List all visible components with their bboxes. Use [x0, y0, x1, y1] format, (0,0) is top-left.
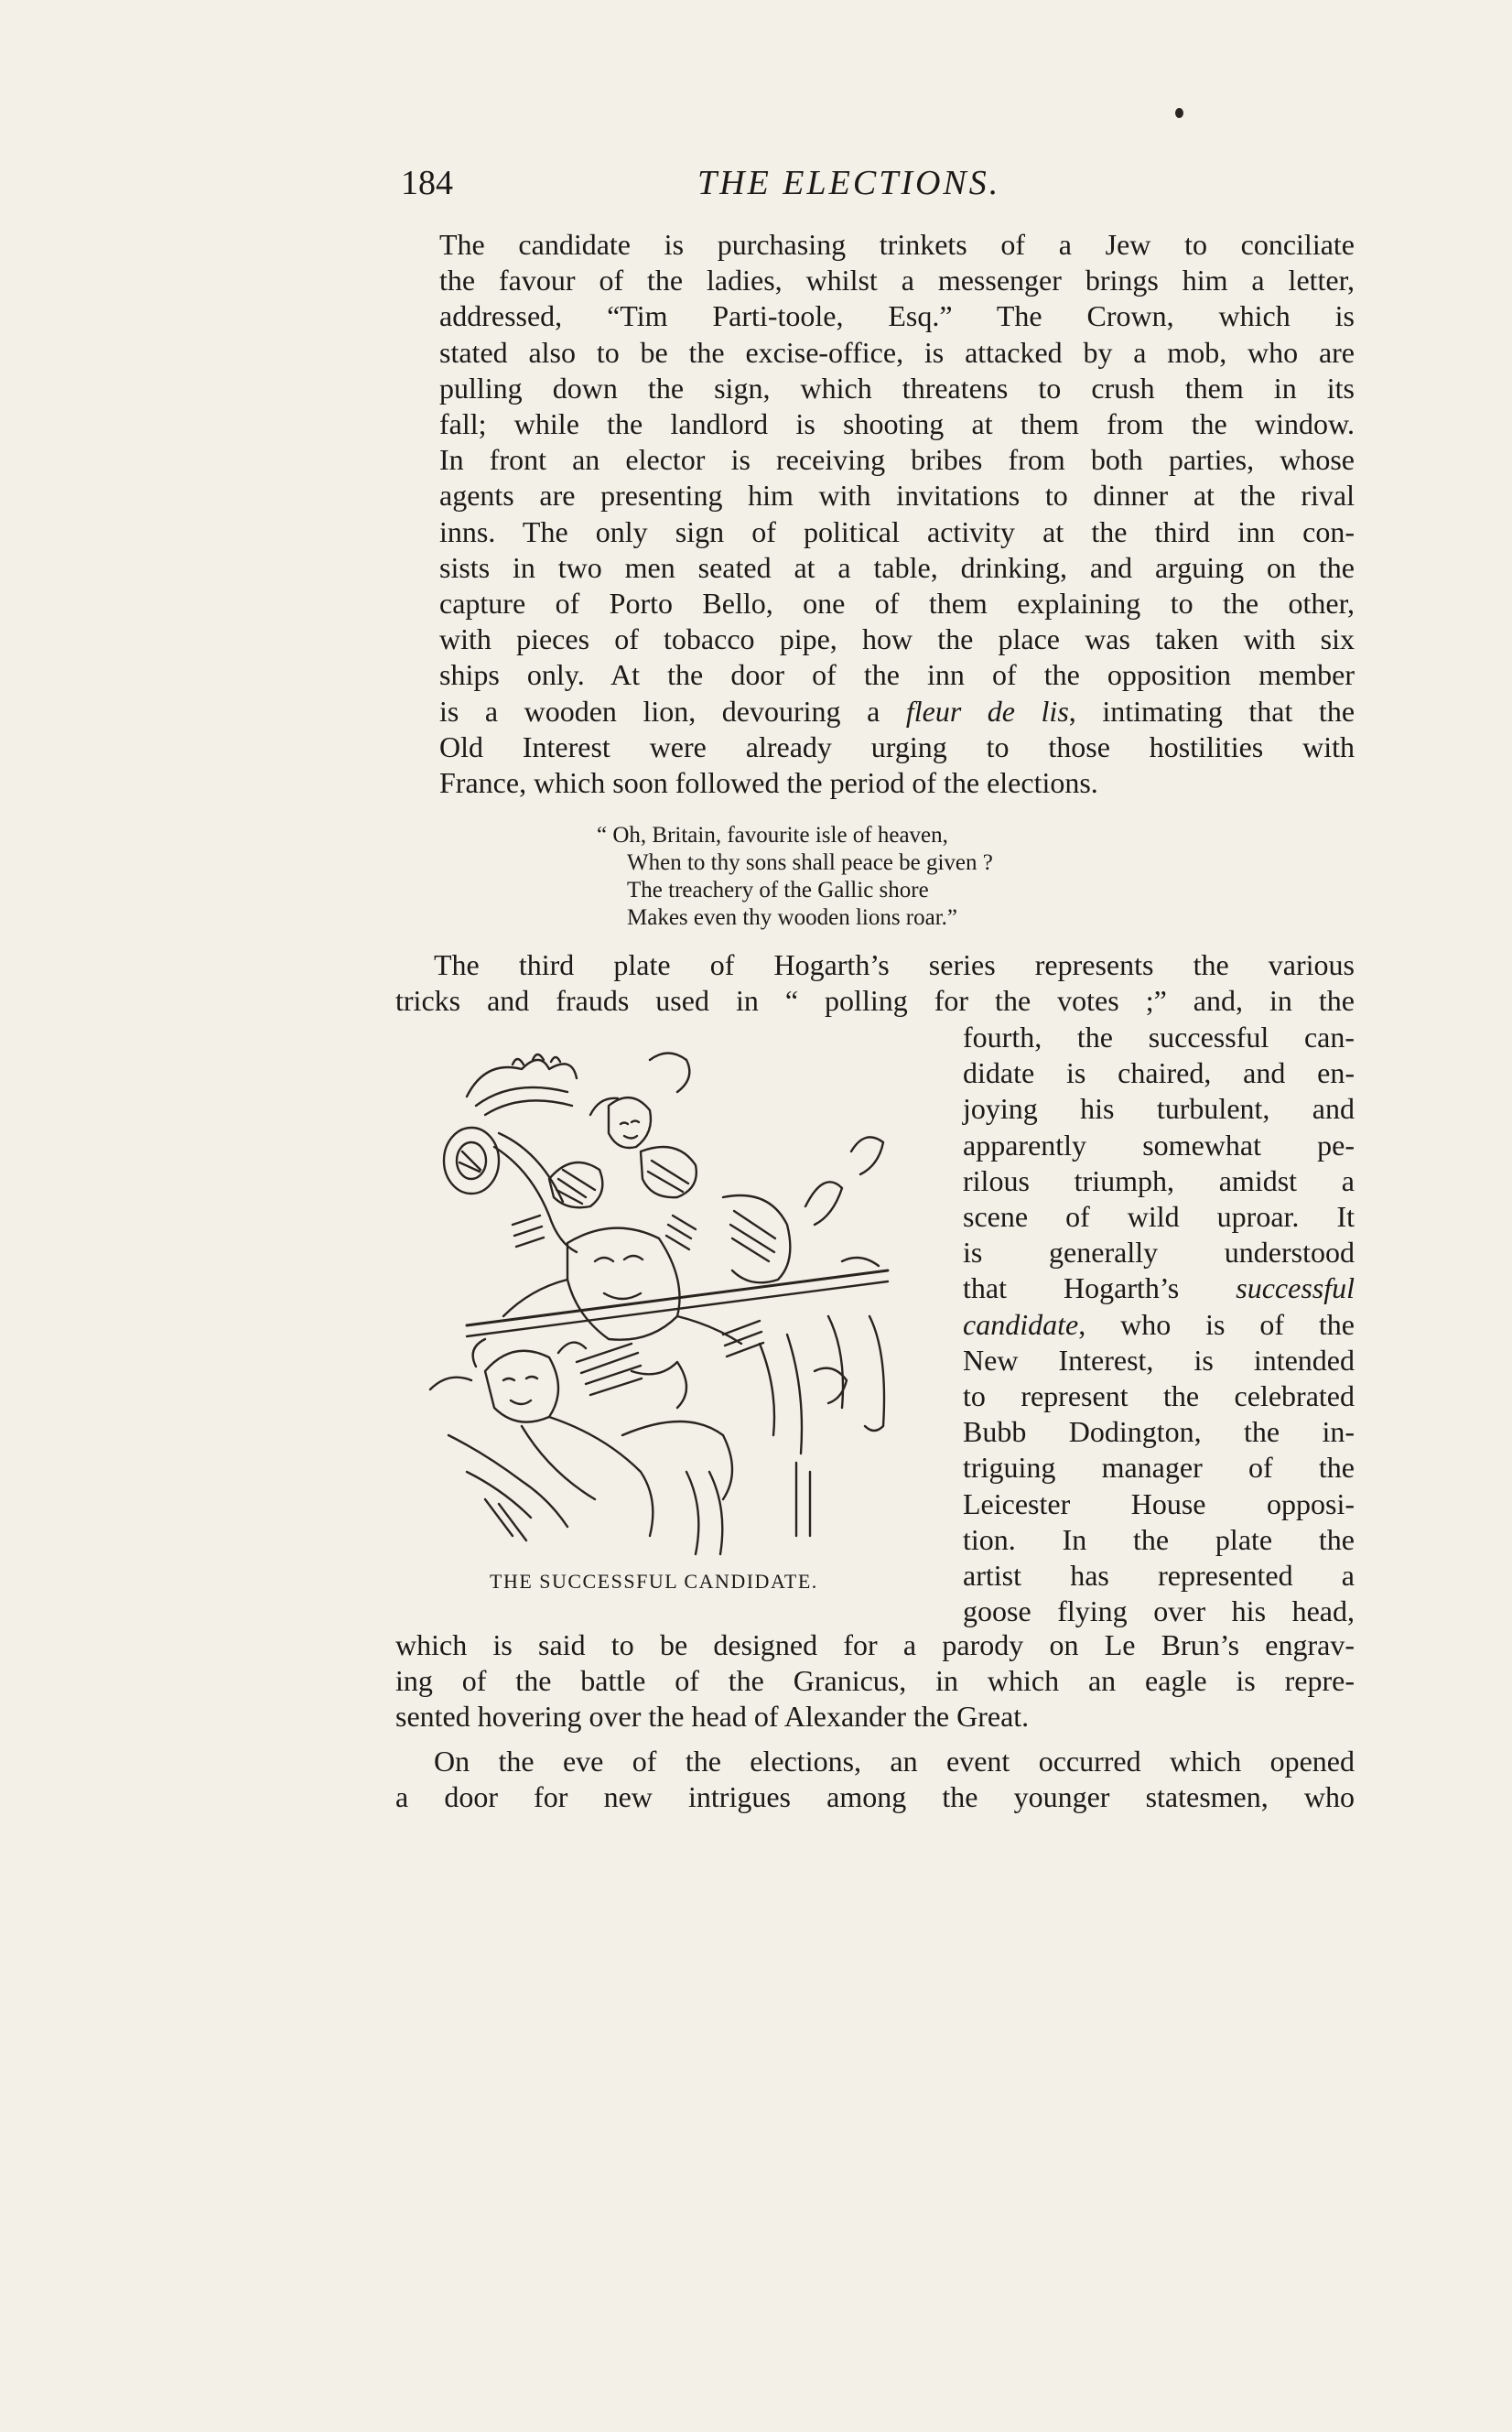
text-line: fourth, the successful can- [963, 1021, 1355, 1054]
text-line: The third plate of Hogarth’s series represents the various [434, 948, 1355, 981]
verse-quotation [597, 822, 993, 932]
italic-term-successful: successful [1236, 1271, 1355, 1305]
text-line: sented hovering over the head of Alexander the Great. [395, 1700, 1030, 1734]
verse-line: The treachery of the Gallic shore [627, 878, 929, 903]
text-line: triguing manager of the [963, 1451, 1355, 1485]
text-line: Leicester House opposi- [963, 1486, 1355, 1520]
paragraph-4 [395, 1744, 1355, 1815]
text-line: to represent the celebrated [963, 1379, 1355, 1413]
text-line: stated also to be the excise-office, is attacked by a mob, who are [439, 335, 1355, 369]
verse-line: When to thy sons shall peace be given ? [627, 850, 993, 875]
text-line: artist has represented a [963, 1559, 1355, 1593]
text-segment: is a wooden lion, devouring a [439, 694, 880, 728]
text-line: On the eve of the elections, an event occurred which opened [434, 1745, 1355, 1778]
text-line: goose flying over his head, [963, 1594, 1355, 1628]
italic-term-fleur-de-lis: fleur de lis [905, 694, 1069, 728]
text-segment: , who is of the [1078, 1307, 1355, 1341]
italic-term-candidate: candidate [963, 1307, 1079, 1341]
verse-line: Makes even thy wooden lions roar.” [627, 905, 958, 930]
text-line: a door for new intrigues among the younger statesmen, who [395, 1780, 1355, 1814]
text-line: pulling down the sign, which threatens to crush them in its [439, 371, 1355, 405]
text-line: is generally understood [963, 1236, 1355, 1270]
text-line: New Interest, is intended [963, 1343, 1355, 1377]
text-line: rilous triumph, amidst a [963, 1163, 1355, 1197]
text-line: The candidate is purchasing trinkets of a Jew to conciliate [439, 228, 1355, 261]
text-line: agents are presenting him with invitations to dinner at the rival [439, 479, 1355, 513]
text-line: the favour of the ladies, whilst a messenger brings him a letter, [439, 264, 1355, 297]
text-line: apparently somewhat pe- [963, 1128, 1355, 1162]
text-segment: , intimating that the [1068, 694, 1355, 728]
page-header [395, 163, 1356, 209]
paragraph-2 [395, 947, 1355, 1019]
text-line: with pieces of tobacco pipe, how the place was taken with six [439, 622, 1355, 656]
text-line: didate is chaired, and en- [963, 1056, 1355, 1090]
wrapped-text-column [963, 1020, 1355, 1629]
text-line: scene of wild uproar. It [963, 1200, 1355, 1234]
text-line: addressed, “Tim Parti-toole, Esq.” The Crown, which is [439, 299, 1355, 333]
text-line: tricks and frauds used in “ polling for the votes ;” and, in the [395, 984, 1355, 1018]
text-line: Bubb Dodington, the in- [963, 1415, 1355, 1449]
engraving-successful-candidate [412, 1042, 924, 1573]
text-line: ships only. At the door of the inn of the opposition member [439, 658, 1355, 692]
verse-line: “ Oh, Britain, favourite isle of heaven, [597, 823, 948, 848]
text-line: fall; while the landlord is shooting at them from the window. [439, 407, 1355, 441]
text-line-with-italic [963, 1270, 1355, 1306]
text-line: inns. The only sign of political activity at the third inn con- [439, 514, 1355, 548]
text-line: Old Interest were already urging to those hostilities with [439, 730, 1355, 763]
ink-speck [1175, 108, 1183, 118]
running-title: THE ELECTIONS. [697, 164, 1001, 202]
text-line: which is said to be designed for a parody on Le Brun’s engrav- [395, 1628, 1355, 1661]
paragraph-1 [395, 227, 1355, 801]
text-line: capture of Porto Bello, one of them explaining to the other, [439, 587, 1355, 621]
text-line: sists in two men seated at a table, drinking, and arguing on the [439, 550, 1355, 584]
text-line-with-italic [395, 694, 1355, 730]
text-line: In front an elector is receiving bribes from both parties, whose [439, 443, 1355, 477]
text-line-with-italic [963, 1307, 1355, 1343]
page-number: 184 [401, 164, 453, 202]
text-line: France, which soon followed the period of the elections. [439, 766, 1098, 800]
paragraph-3 [395, 1627, 1355, 1735]
text-line: ing of the battle of the Granicus, in which an eagle is repre- [395, 1664, 1355, 1698]
figure-caption: THE SUCCESSFUL CANDIDATE. [490, 1570, 818, 1593]
text-line: joying his turbulent, and [963, 1092, 1355, 1126]
text-line: tion. In the plate the [963, 1522, 1355, 1556]
text-segment: that Hogarth’s [963, 1271, 1180, 1305]
